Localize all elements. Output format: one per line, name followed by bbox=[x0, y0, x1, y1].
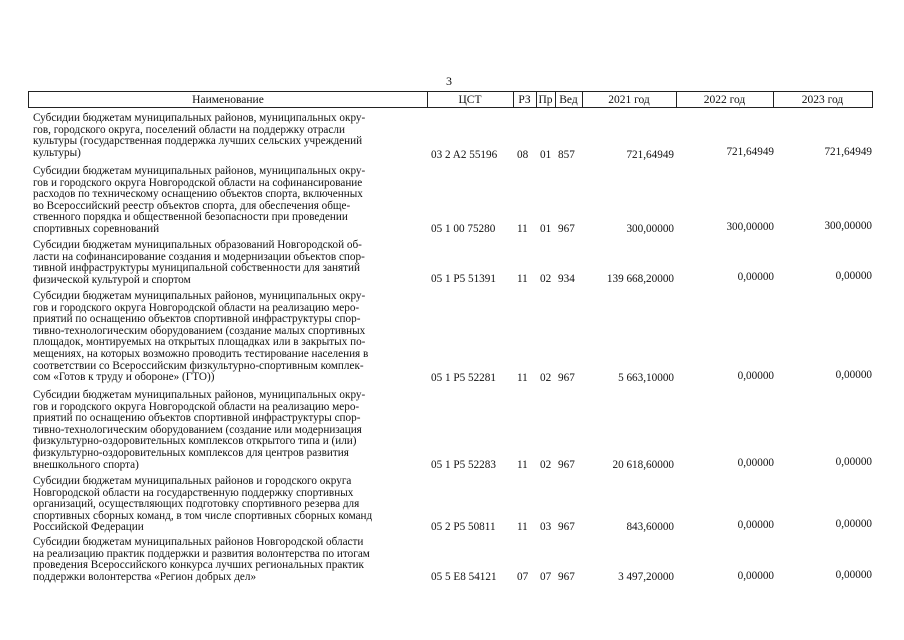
row-2021: 139 668,20000 bbox=[606, 273, 674, 285]
header-2021: 2021 год bbox=[608, 94, 650, 106]
row-2022: 0,00000 bbox=[737, 519, 774, 531]
row-2021: 721,64949 bbox=[626, 149, 674, 161]
row-2022: 0,00000 bbox=[737, 570, 774, 582]
row-name: Субсидии бюджетам муниципальных образований Новгородской об- ласти на софинансирование создания и модернизации объектов спор- тивной инфраструктуры муниципальной собственности для занятий физической культурой и спортом bbox=[33, 239, 365, 286]
row-rz: 08 bbox=[517, 149, 529, 161]
row-name: Субсидии бюджетам муниципальных районов и городского округа Новгородской области на государственную поддержку спортивных организаций, осуществляющих подготовку спортивного резерва для спортивных сборных команд, в том числе спортивных сборных команд Российской Федерации bbox=[33, 475, 373, 534]
row-ved: 967 bbox=[558, 372, 575, 384]
row-ved: 967 bbox=[558, 459, 575, 471]
row-cst: 05 2 P5 50811 bbox=[431, 521, 496, 533]
row-pr: 07 bbox=[540, 571, 552, 583]
row-2023: 0,00000 bbox=[835, 369, 872, 381]
header-cst: ЦСТ bbox=[458, 94, 482, 106]
row-name: Субсидии бюджетам муниципальных районов, муниципальных окру- гов и городского округа Новгородской области на реализацию меро- приятий по оснащению объектов спортивной инфраструктуры спор- тивно-технологическим оборудованием (создание или модернизация физкультурно-оздоровительных комплексов открытого типа и (или) физкультурно-оздоровительных комплексов для центров развития внешкольного спорта) bbox=[33, 389, 366, 471]
header-2023: 2023 год bbox=[801, 94, 844, 106]
row-cst: 03 2 A2 55196 bbox=[431, 149, 498, 161]
row-name: Субсидии бюджетам муниципальных районов, муниципальных окру- гов и городского округа Новгородской области на софинансирование расходов по техническому оснащению объектов спорта, включенных во Всероссийский реестр объектов спорта, для обеспечения обще- ственного порядка и общественной безопасности при проведении спортивных соревнований bbox=[33, 165, 366, 235]
row-ved: 967 bbox=[558, 223, 575, 235]
row-2021: 5 663,10000 bbox=[618, 372, 674, 384]
row-name: Субсидии бюджетам муниципальных районов, муниципальных окру- гов, городского округа, поселений области на поддержку отрасли культуры (государственная поддержка лучших сельских учреждений культуры) bbox=[33, 112, 366, 159]
row-pr: 02 bbox=[540, 273, 552, 285]
row-name: Субсидии бюджетам муниципальных районов Новгородской области на реализацию практик поддержки и развития волонтерства по итогам проведения Всероссийского конкурса лучших региональных практик поддержки волонтерства «Регион добрых дел» bbox=[33, 536, 370, 583]
row-pr: 02 bbox=[540, 459, 552, 471]
header-2022: 2022 год bbox=[703, 94, 746, 106]
row-rz: 11 bbox=[517, 273, 528, 285]
row-cst: 05 1 P5 52281 bbox=[431, 372, 496, 384]
row-ved: 967 bbox=[558, 521, 575, 533]
row-cst: 05 1 P5 51391 bbox=[431, 273, 496, 285]
row-2022: 0,00000 bbox=[737, 457, 774, 469]
page-number: 3 bbox=[446, 74, 452, 88]
row-2021: 843,60000 bbox=[626, 521, 674, 533]
table-header bbox=[28, 91, 873, 108]
row-2021: 300,00000 bbox=[626, 223, 674, 235]
row-pr: 02 bbox=[540, 372, 552, 384]
row-rz: 07 bbox=[517, 571, 529, 583]
row-2022: 0,00000 bbox=[737, 271, 774, 283]
header-ved: Вед bbox=[559, 94, 578, 106]
row-rz: 11 bbox=[517, 459, 528, 471]
row-ved: 967 bbox=[558, 571, 575, 583]
row-2023: 721,64949 bbox=[824, 146, 872, 158]
row-2023: 0,00000 bbox=[835, 518, 872, 530]
row-ved: 857 bbox=[558, 149, 575, 161]
row-2022: 300,00000 bbox=[726, 221, 774, 233]
row-rz: 11 bbox=[517, 521, 528, 533]
row-2021: 20 618,60000 bbox=[612, 459, 674, 471]
row-rz: 11 bbox=[517, 372, 528, 384]
row-pr: 03 bbox=[540, 521, 552, 533]
row-2023: 300,00000 bbox=[824, 220, 872, 232]
row-2023: 0,00000 bbox=[835, 569, 872, 581]
row-2023: 0,00000 bbox=[835, 456, 872, 468]
header-rz: РЗ bbox=[518, 94, 531, 106]
row-ved: 934 bbox=[558, 273, 575, 285]
row-cst: 05 1 P5 52283 bbox=[431, 459, 496, 471]
row-2022: 0,00000 bbox=[737, 370, 774, 382]
row-name: Субсидии бюджетам муниципальных районов, муниципальных окру- гов и городского округа Новгородской области на реализацию меро- приятий по оснащению объектов спортивной инфраструктуры спор- тивно-технологическим оборудованием (создание малых спортивных площадок, монтируемых на открытых площадках или в закрытых по- мещениях, на которых возможно проводить тестирование населения в соответствии со Всероссийским физкультурно-спортивным комплек- сом «Готов к труду и обороне» (ГТО)) bbox=[33, 290, 369, 384]
header-name: Наименование bbox=[192, 94, 264, 106]
header-pr: Пр bbox=[538, 94, 553, 106]
row-pr: 01 bbox=[540, 149, 552, 161]
row-2022: 721,64949 bbox=[726, 146, 774, 158]
row-cst: 05 5 E8 54121 bbox=[431, 571, 497, 583]
row-rz: 11 bbox=[517, 223, 528, 235]
row-cst: 05 1 00 75280 bbox=[431, 223, 496, 235]
row-2021: 3 497,20000 bbox=[618, 571, 674, 583]
row-pr: 01 bbox=[540, 223, 552, 235]
row-2023: 0,00000 bbox=[835, 270, 872, 282]
